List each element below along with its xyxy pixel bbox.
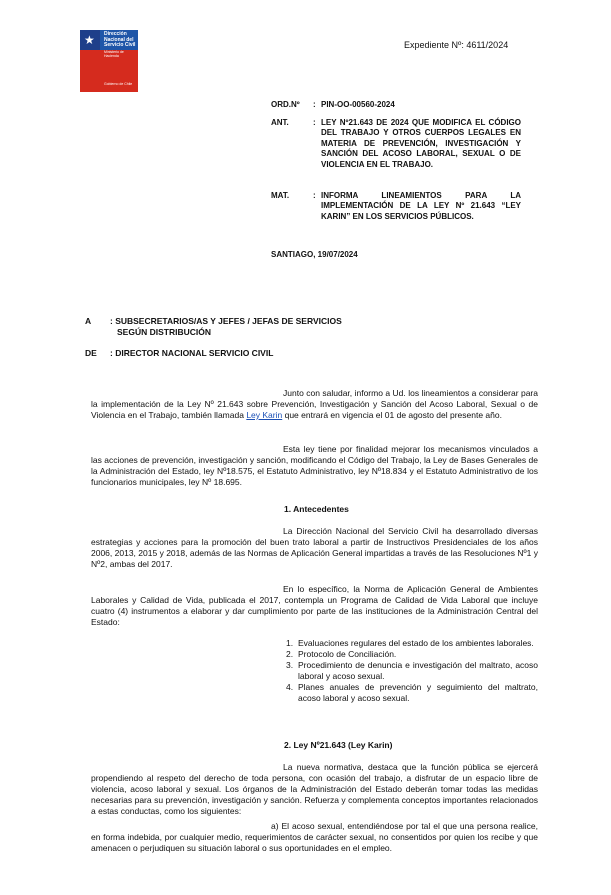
date-line: SANTIAGO, 19/07/2024 [271, 250, 358, 259]
logo-gov: Gobierno de Chile [104, 82, 133, 86]
list-item: 3. Procedimiento de denuncia e investigación del maltrato, acoso laboral y acoso sexual. [286, 660, 538, 681]
star-icon: ★ [84, 33, 95, 47]
from-value: : DIRECTOR NACIONAL SERVICIO CIVIL [110, 348, 274, 358]
ant-value: LEY Nº21.643 DE 2024 QUE MODIFICA EL CÓDIGO DEL TRABAJO Y OTROS CUERPOS LEGALES EN MATERIA DE PREVENCIÓN, INVESTIGACIÓN Y SANCIÓN DEL ACOSO LABORAL, SEXUAL O DE VIOLENCIA EN EL TRABAJO. [321, 118, 521, 169]
mat-colon: : [313, 191, 316, 200]
paragraph-intro: Junto con saludar, informo a Ud. los lineamientos a considerar para la implementación de la Ley Nº 21.643 sobre Prevención, Investigación y Sanción del Acoso Laboral, Sexual o de Violencia en el Trabajo, también llamada Ley Karin que entrará en vigencia el 01 de agosto del presente año. [91, 388, 538, 420]
section-2-title: 2. Ley Nº21.643 (Ley Karin) [284, 740, 393, 750]
instruments-list [286, 638, 538, 704]
mat-label: MAT. [271, 191, 290, 200]
expediente-number: Expediente Nº: 4611/2024 [404, 40, 509, 50]
ord-label: ORD.Nº [271, 100, 300, 109]
paragraph-background: La Dirección Nacional del Servicio Civil ha desarrollado diversas estrategias y acciones para la promoción del buen trato laboral a partir de Instructivos Presidenciales de los años 2006, 2013, 2015 y 2018, además de las Normas de Aplicación General impartidas a través de las Resoluciones Nº1 y Nº2, ambas del 2017. [91, 526, 538, 569]
institution-logo [80, 30, 138, 92]
paragraph-purpose: Esta ley tiene por finalidad mejorar los mecanismos vinculados a las acciones de prevención, investigación y sanción, modificando el Código del Trabajo, la Ley de Bases Generales de la Administración del Estado, ley Nº18.575, el Estatuto Administrativo, ley Nº18.834 y el Estatuto Administrativo de los funcionarios municipales, ley Nº 18.695. [91, 444, 538, 487]
list-item: 2. Protocolo de Conciliación. [286, 649, 397, 659]
paragraph-norma: En lo específico, la Norma de Aplicación General de Ambientes Laborales y Calidad de Vida, publicada el 2017, contempla un Programa de Calidad de Vida Laboral que incluye cuatro (4) instrumentos a elaborar y dar cumplimiento por parte de las instituciones de la Administración Central del Estado: [91, 584, 538, 627]
to-label: A [85, 316, 92, 326]
section-1-title: 1. Antecedentes [284, 504, 349, 514]
list-item: 4. Planes anuales de prevención y seguimiento del maltrato, acoso laboral y acoso sexual. [286, 682, 538, 703]
logo-ministry: Ministerio de Hacienda [104, 50, 124, 58]
ant-label: ANT. [271, 118, 289, 127]
ant-colon: : [313, 118, 316, 127]
mat-value: INFORMA LINEAMIENTOS PARA LA IMPLEMENTACIÓN DE LA LEY Nº 21.643 “LEY KARIN” EN LOS SERVICIOS PÚBLICOS. [321, 191, 521, 221]
ord-colon: : [313, 100, 316, 109]
logo-title: Dirección Nacional del Servicio Civil [104, 31, 136, 48]
ord-value: PIN-OO-00560-2024 [321, 100, 395, 109]
from-label: DE [85, 348, 97, 358]
to-value-2: SEGÚN DISTRIBUCIÓN [117, 327, 211, 337]
paragraph-law: La nueva normativa, destaca que la función pública se ejercerá propendiendo al respeto del derecho de toda persona, con ocasión del trabajo, a disfrutar de un espacio libre de violencia, acoso laboral y sexual. Los órganos de la Administración del Estado deberán tomar todas las medidas necesarias para su prevención, investigación y sanción. Refuerza y complementa conceptos importantes relacionados a estas conductas, como los siguientes: [91, 762, 538, 816]
ley-karin-link[interactable]: Ley Karin [246, 410, 283, 420]
to-value: : SUBSECRETARIOS/AS Y JEFES / JEFAS DE SERVICIOS [110, 316, 342, 326]
list-item: 1. Evaluaciones regulares del estado de los ambientes laborales. [286, 638, 534, 648]
paragraph-acoso-sexual: a) El acoso sexual, entendiéndose por tal el que una persona realice, en forma indebida, por cualquier medio, requerimientos de carácter sexual, no consentidos por quien los recibe y que amenacen o perjudiquen su situación laboral o sus oportunidades en el empleo. [91, 821, 538, 853]
